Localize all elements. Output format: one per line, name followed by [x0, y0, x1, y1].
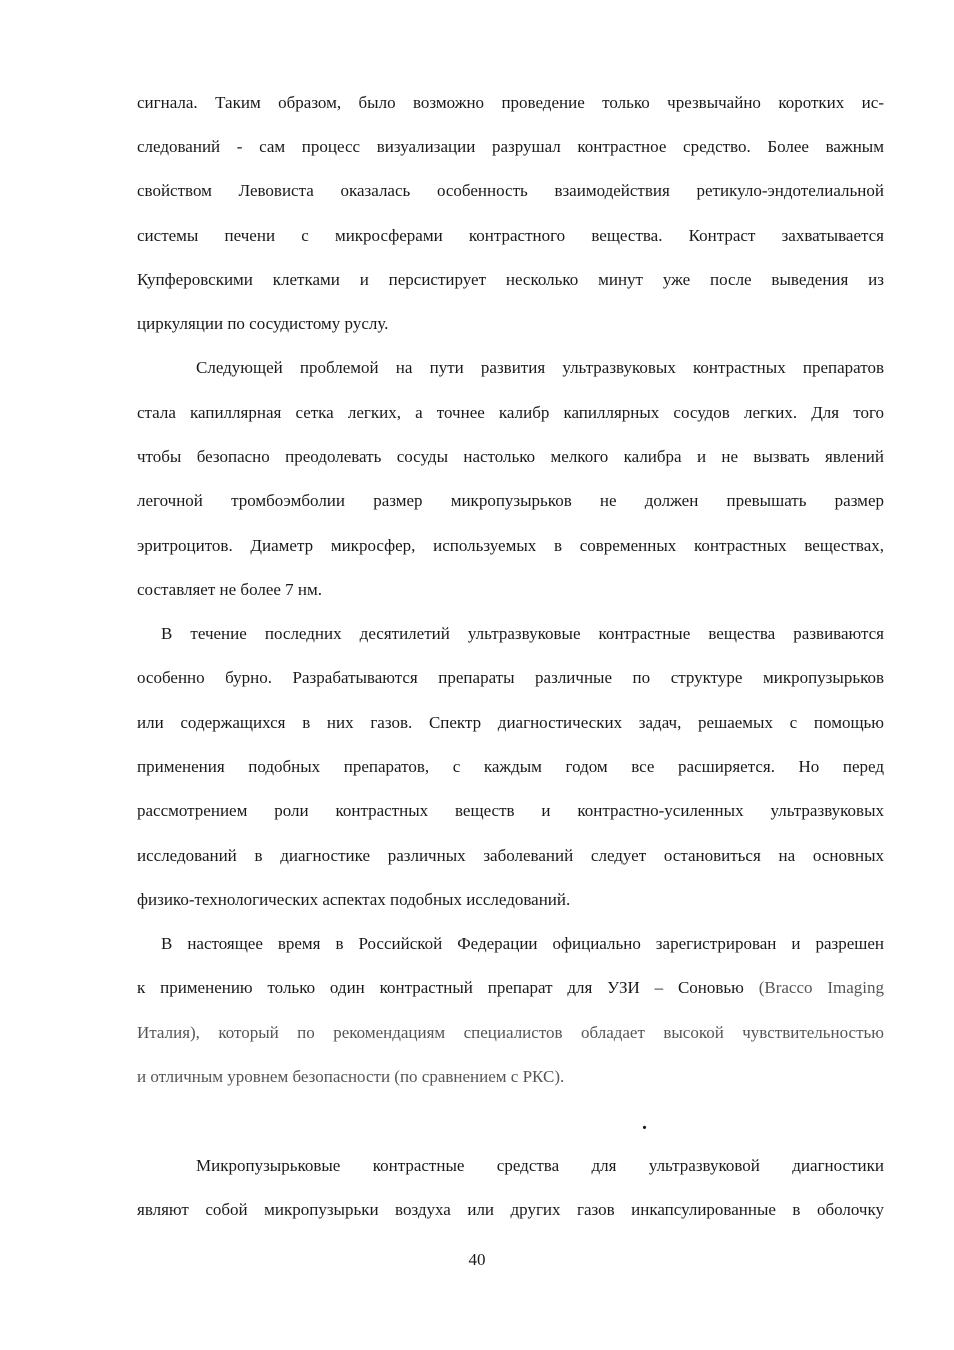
text-fragment-grey: (Bracco Imaging [758, 978, 885, 997]
text-line [137, 977, 884, 999]
text-line: легочной тромбоэмболии размер микропузырьков не должен превышать размер [137, 491, 884, 510]
text-line: рассмотрением роли контрастных веществ и контрастно-усиленных ультразвуковых [137, 801, 884, 820]
text-line: следований - сам процесс визуализации разрушал контрастное средство. Более важным [137, 137, 884, 156]
text-line: В настоящее время в Российской Федерации официально зарегистрирован и разрешен [161, 934, 884, 953]
text-line: свойством Левовиста оказалась особенность взаимодействия ретикуло-эндотелиальной [137, 181, 884, 200]
text-line: Следующей проблемой на пути развития ультразвуковых контрастных препаратов [196, 358, 884, 377]
text-line: В течение последних десятилетий ультразвуковые контрастные вещества развиваются [161, 624, 884, 643]
text-line: Италия), который по рекомендациям специалистов обладает высокой чувствительностью [137, 1023, 884, 1042]
text-line: эритроцитов. Диаметр микросфер, используемых в современных контрастных веществах, [137, 536, 884, 555]
page-number: 40 [468, 1250, 486, 1269]
text-fragment: к применению только один контрастный препарат для УЗИ – Сонoвью [137, 978, 744, 997]
text-line: чтобы безопасно преодолевать сосуды настолько мелкого калибра и не вызвать явлений [137, 447, 884, 466]
text-line: Купферовскими клетками и персистирует несколько минут уже после выведения из [137, 270, 884, 289]
text-line: циркуляции по сосудистому руслу. [137, 314, 389, 333]
text-line: физико-технологических аспектах подобных исследований. [137, 890, 571, 909]
separator-dot: . [642, 1112, 647, 1134]
text-line: исследований в диагностике различных заболеваний следует остановиться на основных [137, 846, 884, 865]
text-line: или содержащихся в них газов. Спектр диагностических задач, решаемых с помощью [137, 713, 884, 732]
text-line: являют собой микропузырьки воздуха или других газов инкапсулированные в оболочку [137, 1200, 884, 1219]
text-line: сигнала. Таким образом, было возможно проведение только чрезвычайно коротких ис- [137, 93, 884, 112]
text-line: применения подобных препаратов, с каждым годом все расширяется. Но перед [137, 757, 884, 776]
text-line: составляет не более 7 нм. [137, 580, 323, 599]
text-line: и отличным уровнем безопасности (по сравнением с РКС). [137, 1067, 565, 1086]
text-line: стала капиллярная сетка легких, а точнее калибр капиллярных сосудов легких. Для того [137, 403, 884, 422]
text-line: системы печени с микросферами контрастного вещества. Контраст захватывается [137, 226, 884, 245]
text-line: особенно бурно. Разрабатываются препараты различные по структуре микропузырьков [137, 668, 884, 687]
text-line: Микропузырьковые контрастные средства для ультразвуковой диагностики [196, 1156, 884, 1175]
